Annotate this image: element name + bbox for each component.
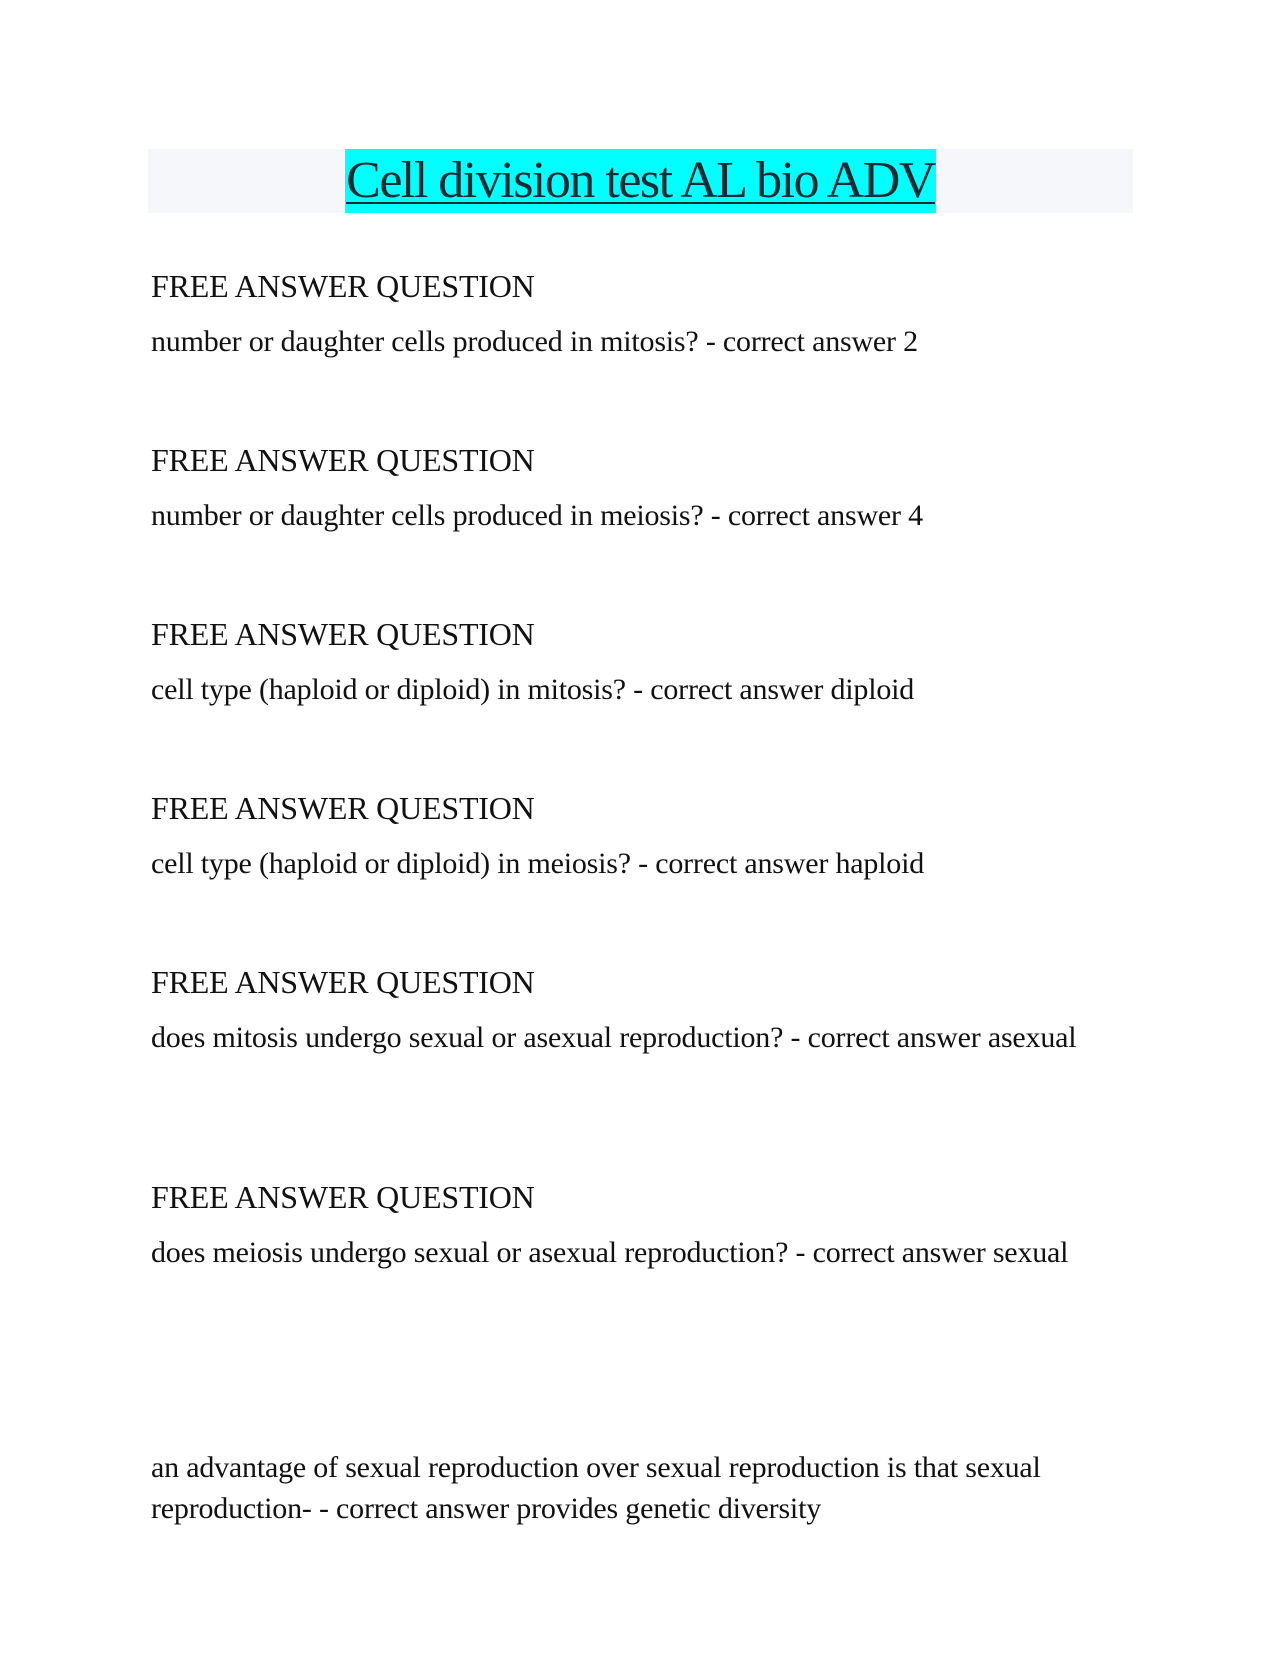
- question-answer-text: does meiosis undergo sexual or asexual reproduction? - correct answer sexual: [151, 1236, 1069, 1269]
- question-answer-text: number or daughter cells produced in mitosis? - correct answer 2: [151, 325, 918, 358]
- question-answer-text: number or daughter cells produced in meiosis? - correct answer 4: [151, 499, 923, 532]
- question-label: FREE ANSWER QUESTION: [151, 964, 535, 1000]
- question-label: FREE ANSWER QUESTION: [151, 790, 535, 826]
- qa-item: [151, 958, 1111, 1058]
- question-label: [151, 1388, 1111, 1436]
- question-answer-text: cell type (haploid or diploid) in mitosis? - correct answer diploid: [151, 673, 915, 706]
- question-label: FREE ANSWER QUESTION: [151, 616, 535, 652]
- question-answer-text: an advantage of sexual reproduction over sexual reproduction is that sexual reproduction- - correct answer provides genetic diversity: [151, 1451, 1041, 1525]
- title-band: [148, 149, 1133, 213]
- question-answer-text: cell type (haploid or diploid) in meiosis? - correct answer haploid: [151, 847, 925, 880]
- qa-item: [151, 1173, 1111, 1273]
- qa-item: [151, 262, 1111, 362]
- question-label: FREE ANSWER QUESTION: [151, 442, 535, 478]
- qa-item: [151, 436, 1111, 536]
- question-label: FREE ANSWER QUESTION: [151, 1179, 535, 1215]
- document-title: Cell division test AL bio ADV: [345, 149, 936, 213]
- qa-item: [151, 610, 1111, 710]
- qa-item: [151, 784, 1111, 884]
- qa-item: [151, 1388, 1111, 1529]
- question-answer-text: does mitosis undergo sexual or asexual reproduction? - correct answer asexual: [151, 1021, 1077, 1054]
- question-label: FREE ANSWER QUESTION: [151, 268, 535, 304]
